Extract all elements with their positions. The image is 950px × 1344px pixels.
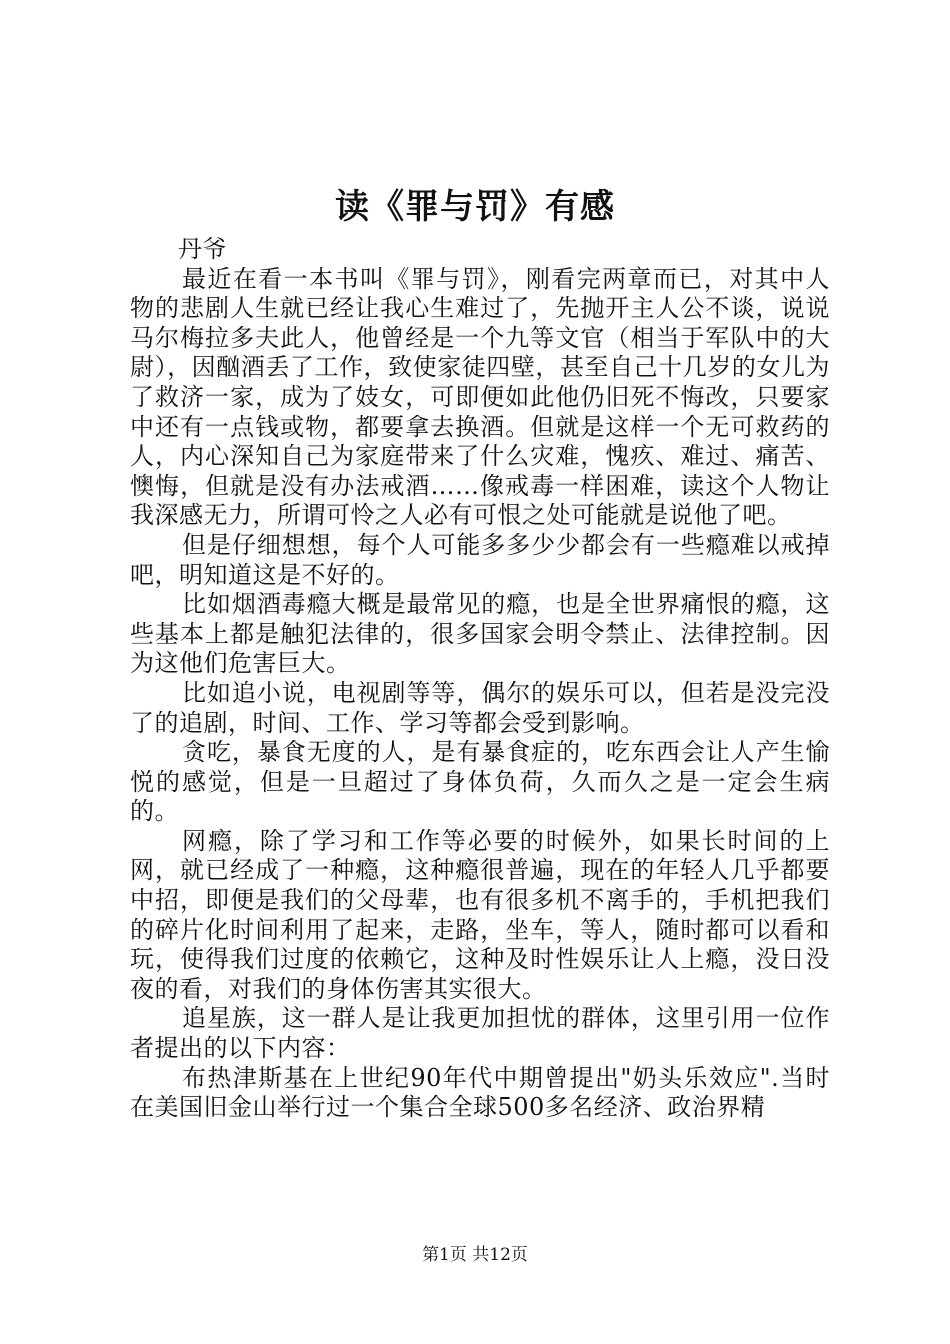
paragraph-1: 最近在看一本书叫《罪与罚》，刚看完两章而已，对其中人物的悲剧人生就已经让我心生难过了，先抛开主人公不谈，说说马尔梅拉多夫此人，他曾经是一个九等文官（相当于军队中的大尉），因酗酒丢了工作，致使家徒四壁，甚至自己十几岁的女儿为了救济一家，成为了妓女，可即便如此他仍旧死不悔改，只要家中还有一点钱或物，都要拿去换酒。但就是这样一个无可救药的人，内心深知自己为家庭带来了什么灾难，愧疚、难过、痛苦、懊悔，但就是没有办法戒酒……像戒毒一样困难，读这个人物让我深感无力，所谓可怜之人必有可恨之处可能就是说他了吧。 <box>130 264 830 530</box>
paragraph-7: 追星族，这一群人是让我更加担忧的群体，这里引用一位作者提出的以下内容： <box>130 1004 830 1063</box>
document-title: 读《罪与罚》有感 <box>335 187 615 227</box>
paragraph-3: 比如烟酒毒瘾大概是最常见的瘾，也是全世界痛恨的瘾，这些基本上都是触犯法律的，很多国家会明令禁止、法律控制。因为这他们危害巨大。 <box>130 590 830 678</box>
paragraph-5: 贪吃，暴食无度的人，是有暴食症的，吃东西会让人产生愉悦的感觉，但是一旦超过了身体负荷，久而久之是一定会生病的。 <box>130 738 830 826</box>
paragraph-4: 比如追小说，电视剧等等，偶尔的娱乐可以，但若是没完没了的追剧，时间、工作、学习等都会受到影响。 <box>130 678 830 737</box>
page-footer <box>0 1244 950 1266</box>
document-body <box>130 235 830 1123</box>
page-number-indicator: 第1页 共12页 <box>422 1245 528 1265</box>
paragraph-8: 布热津斯基在上世纪90年代中期曾提出"奶头乐效应".当时在美国旧金山举行过一个集合全球500多名经济、政治界精 <box>130 1063 830 1122</box>
paragraph-6: 网瘾，除了学习和工作等必要的时候外，如果长时间的上网，就已经成了一种瘾，这种瘾很普遍，现在的年轻人几乎都要中招，即便是我们的父母辈，也有很多机不离手的，手机把我们的碎片化时间利用了起来，走路，坐车，等人，随时都可以看和玩，使得我们过度的依赖它，这种及时性娱乐让人上瘾，没日没夜的看，对我们的身体伤害其实很大。 <box>130 826 830 1003</box>
paragraph-2: 但是仔细想想，每个人可能多多少少都会有一些瘾难以戒掉吧，明知道这是不好的。 <box>130 530 830 589</box>
author-name: 丹爷 <box>178 235 227 263</box>
